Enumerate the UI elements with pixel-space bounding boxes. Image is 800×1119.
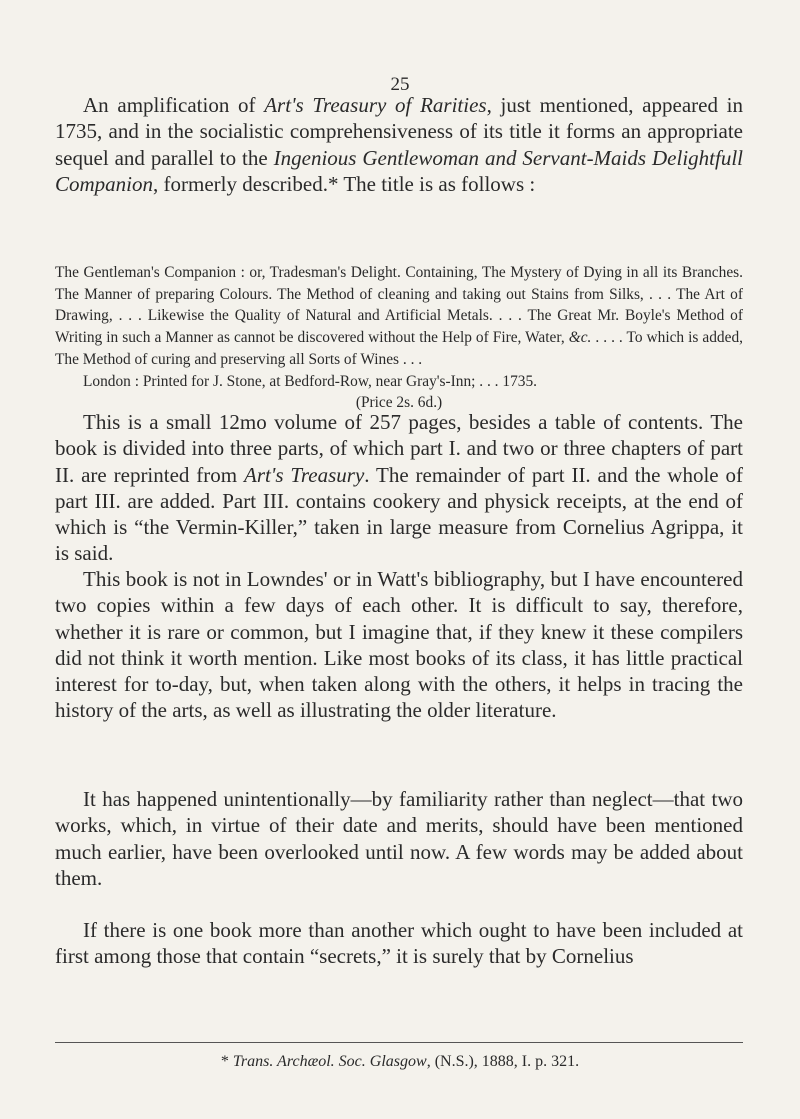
intro-text-3: , formerly described.* The title is as follows : [153, 171, 536, 196]
intro-title-arts-treasury: Art's Treasury of Rarities [264, 93, 487, 117]
quoted-title-page [55, 262, 743, 414]
footnote-mark: * [220, 1053, 233, 1070]
page-number: 25 [390, 74, 410, 95]
para2-title: Art's Treasury [244, 462, 365, 487]
paragraph-description [55, 409, 743, 567]
paragraph-bibliography: This book is not in Lowndes' or in Watt's bibliography, but I have encountered two copies within a few days of each other. It is difficult to say, therefore, whether it is rare or common, but I imagine that, if they knew it these compilers did not think it worth mention. Like most books of its class, it has little practical interest for to-day, but, when taken along with the others, it helps in tracing the history of the arts, as well as illustrating the older literature. [55, 567, 743, 723]
title-main-text: The Gentleman's Companion : or, Tradesman's Delight. Containing, The Mystery of Dying in all its Branches. The Manner of preparing Colours. The Method of cleaning and taking out Stains from Silks, . . . The Art of Drawing, . . . Likewise the Quality of Natural and Artificial Metals. . . . The Great Mr. Boyle's Method of Writing in such a Manner as cannot be discovered without the Help of Fire, Water, [55, 264, 743, 347]
footnote [0, 1053, 800, 1071]
intro-text-1: An amplification of [83, 93, 265, 117]
title-price: (Price 2s. 6d.) [355, 394, 443, 412]
footnote-rule [55, 1042, 743, 1043]
footnote-rest: , (N.S.), 1888, I. p. 321. [426, 1053, 580, 1070]
intro-paragraph [55, 92, 743, 197]
intro-text-2: , just mentioned, appeared in 1735, and in the socialistic comprehensiveness of its title it forms an appropriate sequel and parallel to the [55, 93, 743, 170]
title-page-main [55, 262, 743, 371]
para2-text-a: This is a small 12mo volume of 257 pages, besides a table of contents. The book is divided into three parts, of which part I. and two or three chapters of part II. are reprinted from [55, 410, 743, 487]
title-etc: &c. [568, 329, 592, 347]
paragraph-overlooked-works: It has happened unintentionally—by familiarity rather than neglect—that two works, which, in virtue of their date and merits, should have been mentioned much earlier, have been overlooked until now. A few words may be added about them. [55, 787, 743, 890]
paragraph-cornelius: If there is one book more than another which ought to have been included at first among those that contain “secrets,” it is surely that by Cornelius [55, 918, 743, 969]
intro-title-ingenious-gentlewoman: Ingenious Gentlewoman and Servant-Maids Delightfull Companion [55, 145, 743, 196]
para2-text-b: . The remainder of part II. and the whole of part III. are added. Part III. contains cookery and physick receipts, at the end of which is “the Vermin-Killer,” taken in large measure from Cornelius Agrippa, it is said. [55, 462, 743, 566]
title-main-end: . . . . To which is added, The Method of curing and preserving all Sorts of Wines . . . [55, 329, 743, 368]
footnote-source: Trans. Archæol. Soc. Glasgow [232, 1053, 427, 1070]
title-imprint: London : Printed for J. Stone, at Bedford-Row, near Gray's-Inn; . . . 1735. [83, 372, 538, 390]
